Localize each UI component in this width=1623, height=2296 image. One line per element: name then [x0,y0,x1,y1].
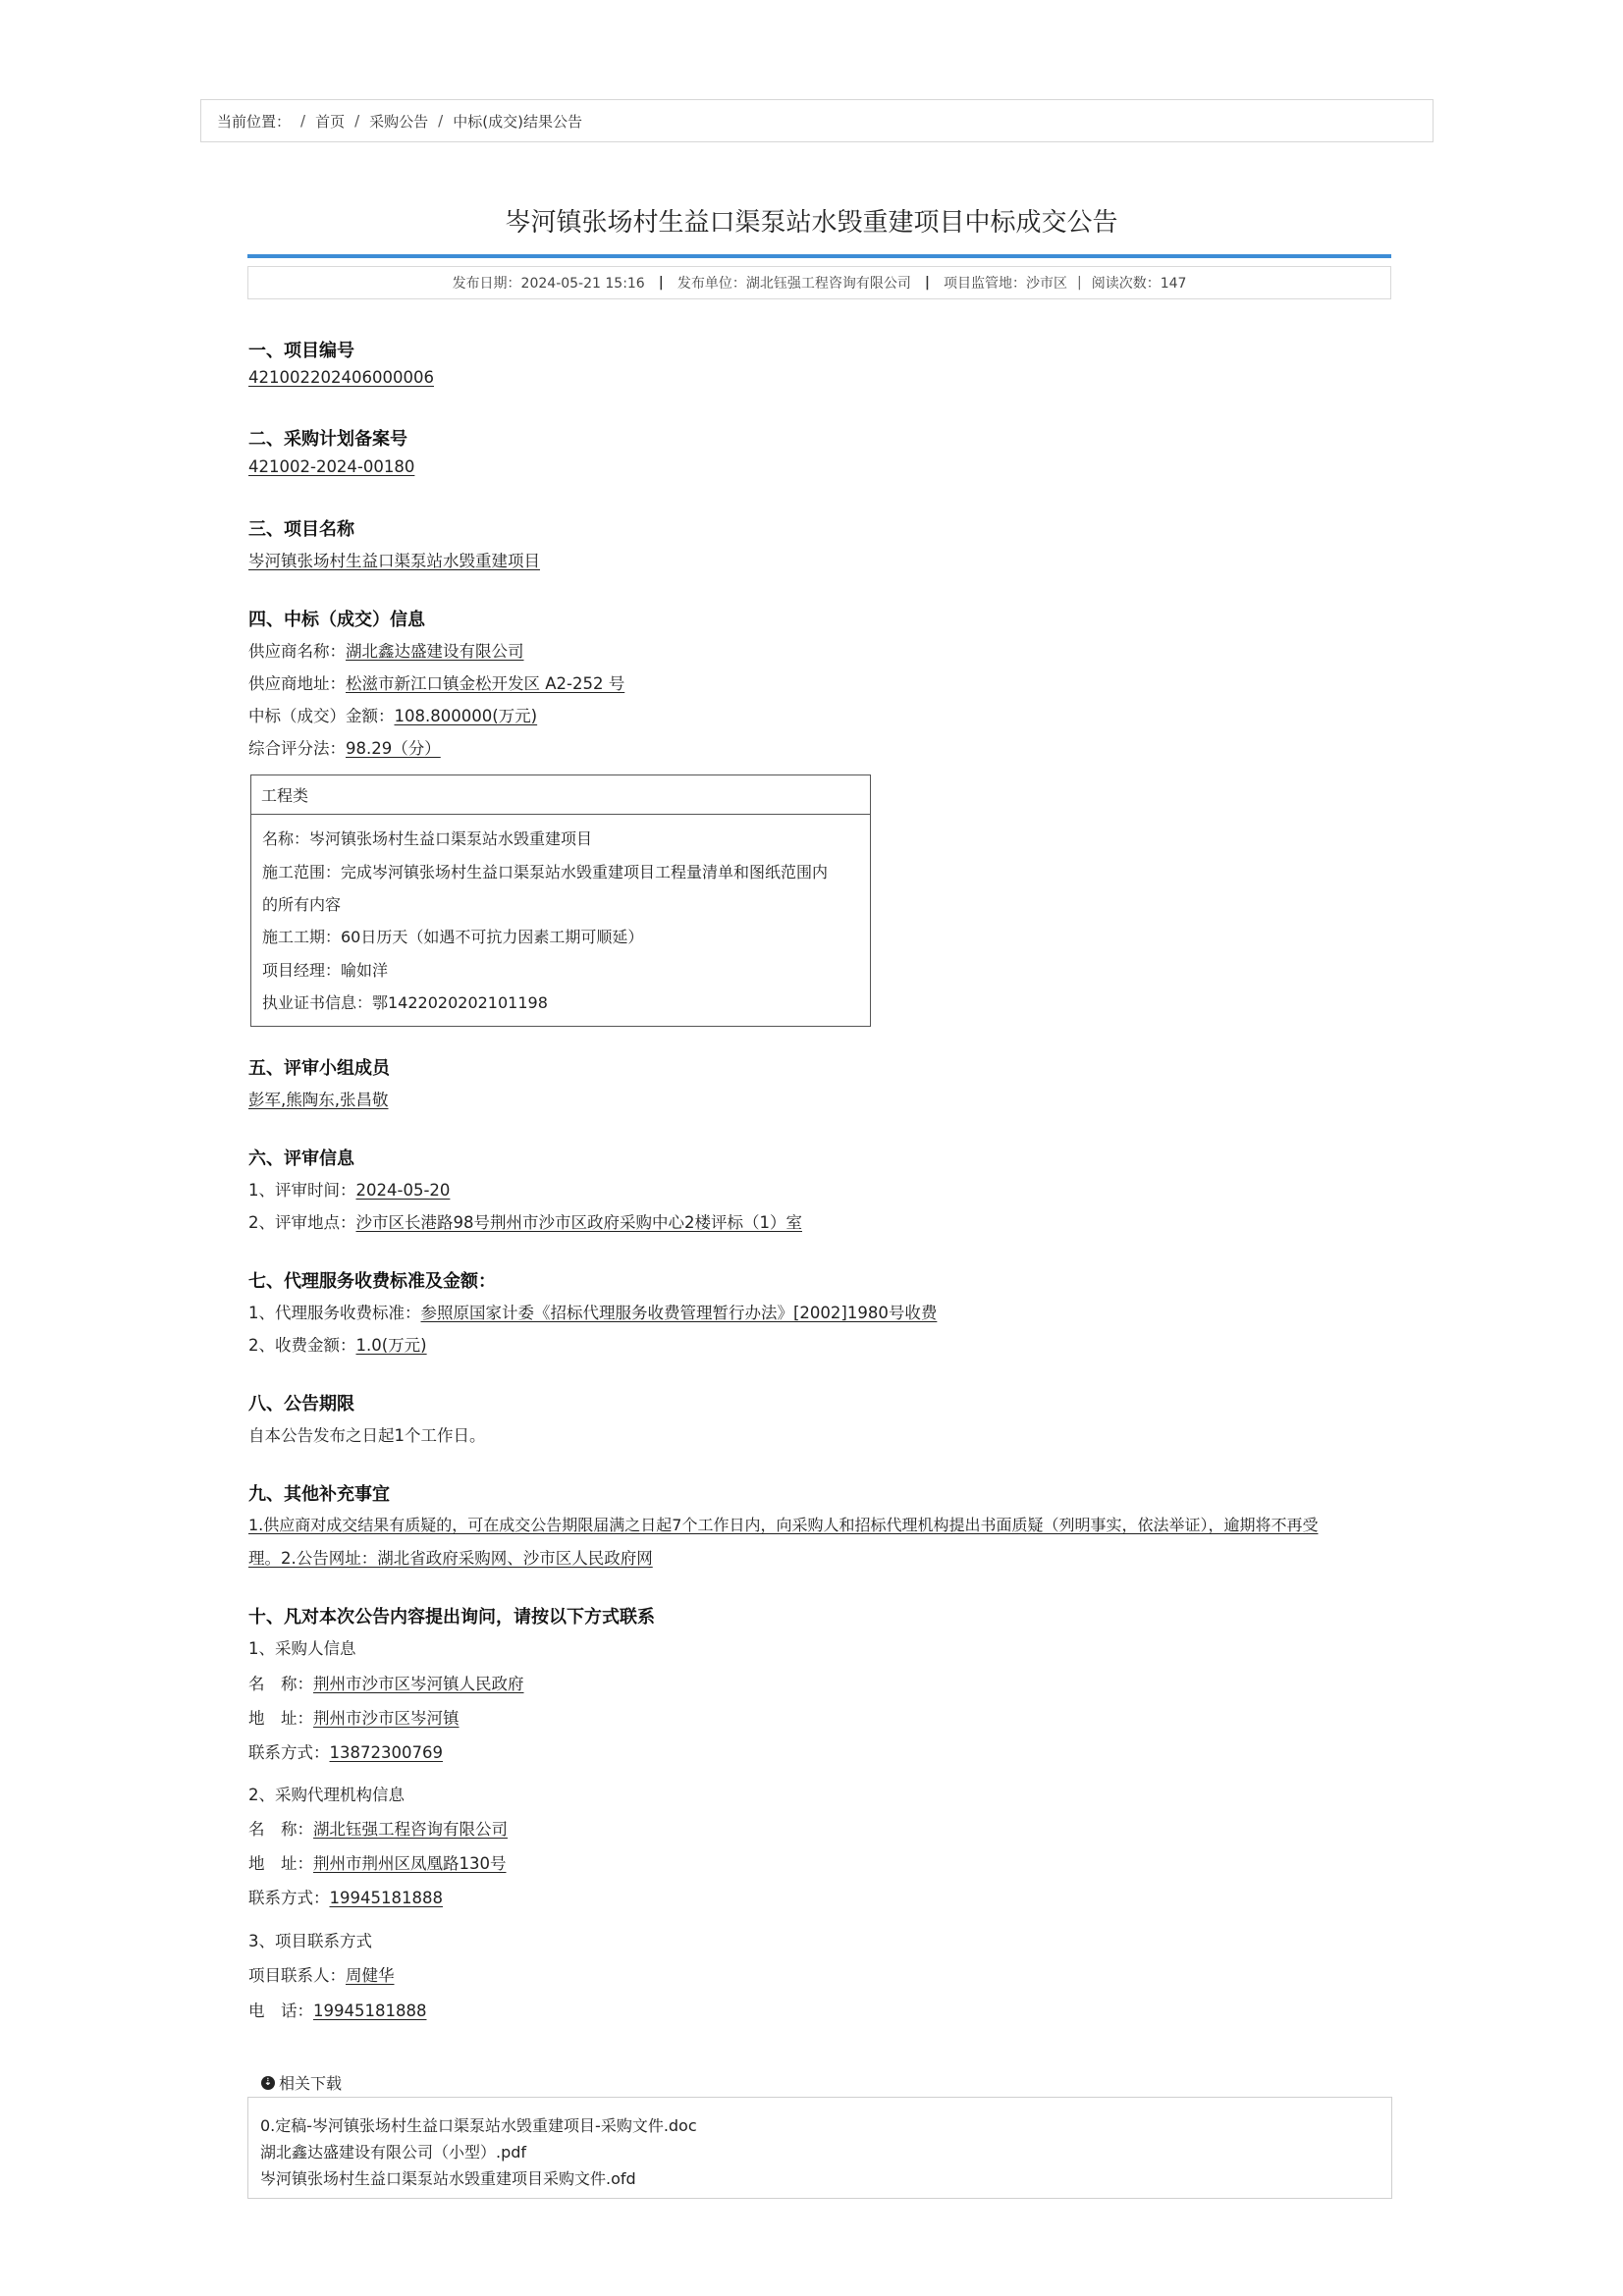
agent-info-title: 2、采购代理机构信息 [248,1786,405,1804]
supplier-name: 湖北鑫达盛建设有限公司 [346,642,524,661]
agent-contact-row [248,1885,443,1908]
award-amount-row [248,703,537,726]
supervision-region: 项目监管地：沙市区 [943,276,1067,292]
downloads-title: 相关下载 [279,2074,343,2093]
page-title: 岑河镇张场村生益口渠泵站水毁重建项目中标成交公告 [505,208,1118,238]
section-heading: 四、中标（成交）信息 [248,610,425,630]
fee-standard: 参照原国家计委《招标代理服务收费管理暂行办法》[2002]1980号收费 [420,1304,938,1322]
meta-divider: | [1076,275,1082,291]
table-row: 项目经理：喻如洋 [262,961,389,980]
title-divider [247,254,1391,258]
agent-name: 湖北钰强工程咨询有限公司 [313,1820,508,1839]
table-header: 工程类 [251,775,870,815]
buyer-phone: 13872300769 [329,1743,443,1762]
review-time-row [248,1177,450,1201]
download-file-link[interactable]: 岑河镇张场村生益口渠泵站水毁重建项目采购文件.ofd [260,2169,636,2188]
field-label: 供应商地址： [248,674,346,693]
section-heading: 二、采购计划备案号 [248,429,407,450]
supplier-address: 松滋市新江口镇金松开发区 A2-252 号 [346,674,625,693]
project-contact-title: 3、项目联系方式 [248,1932,372,1950]
meta-divider: | [658,275,664,291]
table-row: 的所有内容 [262,895,342,914]
award-amount: 108.800000(万元) [394,707,538,725]
buyer-info-title: 1、采购人信息 [248,1639,356,1658]
field-label: 名 称： [248,1820,313,1839]
breadcrumb-separator: / [354,112,360,130]
notice-period: 自本公告发布之日起1个工作日。 [248,1426,486,1445]
project-person-row [248,1962,395,1986]
section-heading: 七、代理服务收费标准及金额： [248,1271,496,1292]
buyer-name-row [248,1671,524,1694]
view-count: 阅读次数：147 [1091,276,1187,292]
section-heading: 十、凡对本次公告内容提出询问，请按以下方式联系 [248,1607,655,1628]
review-place: 沙市区长港路98号荆州市沙市区政府采购中心2楼评标（1）室 [355,1213,802,1232]
section-heading: 一、项目编号 [248,341,354,361]
project-name: 岑河镇张场村生益口渠泵站水毁重建项目 [248,552,540,570]
download-file-link[interactable]: 0.定稿-岑河镇张场村生益口渠泵站水毁重建项目-采购文件.doc [260,2116,697,2135]
supplementary-line: 1.供应商对成交结果有质疑的，可在成交公告期限届满之日起7个工作日内，向采购人和招标代理机构提出书面质疑（列明事实，依法举证），逾期将不再受 [248,1516,1319,1534]
fee-standard-row [248,1300,937,1323]
fee-amount-row [248,1332,427,1356]
breadcrumb-separator: / [438,112,444,130]
supplementary-line: 理。2.公告网址：湖北省政府采购网、沙市区人民政府网 [248,1549,653,1568]
buyer-contact-row [248,1739,443,1763]
section-heading: 三、项目名称 [248,519,354,540]
field-label: 中标（成交）金额： [248,707,395,725]
supplier-address-row [248,670,624,694]
download-icon: ⇣ [261,2076,275,2090]
supplier-name-row [248,638,524,662]
downloads-label [261,2071,342,2094]
table-row: 施工范围：完成岑河镇张场村生益口渠泵站水毁重建项目工程量清单和图纸范围内 [262,863,829,881]
agent-name-row [248,1816,508,1840]
breadcrumb-result-link[interactable]: 中标(成交)结果公告 [453,112,582,131]
field-label: 项目联系人： [248,1966,346,1985]
field-label: 1、代理服务收费标准： [248,1304,421,1322]
publish-date: 发布日期：2024-05-21 15:16 [452,276,645,292]
meta-divider: | [924,275,930,291]
table-row: 名称：岑河镇张场村生益口渠泵站水毁重建项目 [262,829,593,848]
downloads-list [247,2097,1392,2199]
section-heading: 九、其他补充事宜 [248,1484,390,1505]
meta-bar [247,266,1391,299]
field-label: 1、评审时间： [248,1181,356,1200]
project-phone-row [248,1998,426,2021]
breadcrumb-procurement-link[interactable]: 采购公告 [369,112,429,131]
field-label: 地 址： [248,1854,313,1873]
project-number: 421002202406000006 [248,368,434,387]
field-label: 供应商名称： [248,642,346,661]
section-heading: 五、评审小组成员 [248,1058,390,1079]
agent-phone: 19945181888 [329,1889,443,1907]
buyer-address-row [248,1705,460,1729]
table-row: 执业证书信息：鄂1422020202101198 [262,993,548,1012]
score: 98.29（分） [346,739,441,758]
field-label: 2、评审地点： [248,1213,356,1232]
breadcrumb-label: 当前位置： [217,112,292,131]
publisher: 发布单位：湖北钰强工程咨询有限公司 [676,276,911,292]
breadcrumb [200,99,1434,142]
agent-address: 荆州市荆州区凤凰路130号 [313,1854,507,1873]
buyer-address: 荆州市沙市区岑河镇 [313,1709,460,1728]
panel-members: 彭军,熊陶东,张昌敬 [248,1091,389,1109]
project-phone: 19945181888 [313,2002,427,2020]
table-row: 施工工期：60日历天（如遇不可抗力因素工期可顺延） [262,928,644,946]
project-contact-person: 周健华 [346,1966,395,1985]
section-heading: 八、公告期限 [248,1394,354,1415]
field-label: 名 称： [248,1675,313,1693]
breadcrumb-home-link[interactable]: 首页 [315,112,346,131]
agent-address-row [248,1850,507,1874]
score-row [248,735,441,759]
plan-record-number: 421002-2024-00180 [248,457,415,476]
field-label: 联系方式： [248,1743,330,1762]
buyer-name: 荆州市沙市区岑河镇人民政府 [313,1675,524,1693]
section-heading: 六、评审信息 [248,1148,354,1169]
field-label: 地 址： [248,1709,313,1728]
review-place-row [248,1209,802,1233]
breadcrumb-separator: / [300,112,306,130]
engineering-info-table [250,774,871,1027]
field-label: 2、收费金额： [248,1336,356,1355]
review-time: 2024-05-20 [355,1181,451,1200]
field-label: 电 话： [248,2002,313,2020]
download-file-link[interactable]: 湖北鑫达盛建设有限公司（小型）.pdf [260,2143,527,2162]
field-label: 联系方式： [248,1889,330,1907]
fee-amount: 1.0(万元) [355,1336,427,1355]
field-label: 综合评分法： [248,739,346,758]
